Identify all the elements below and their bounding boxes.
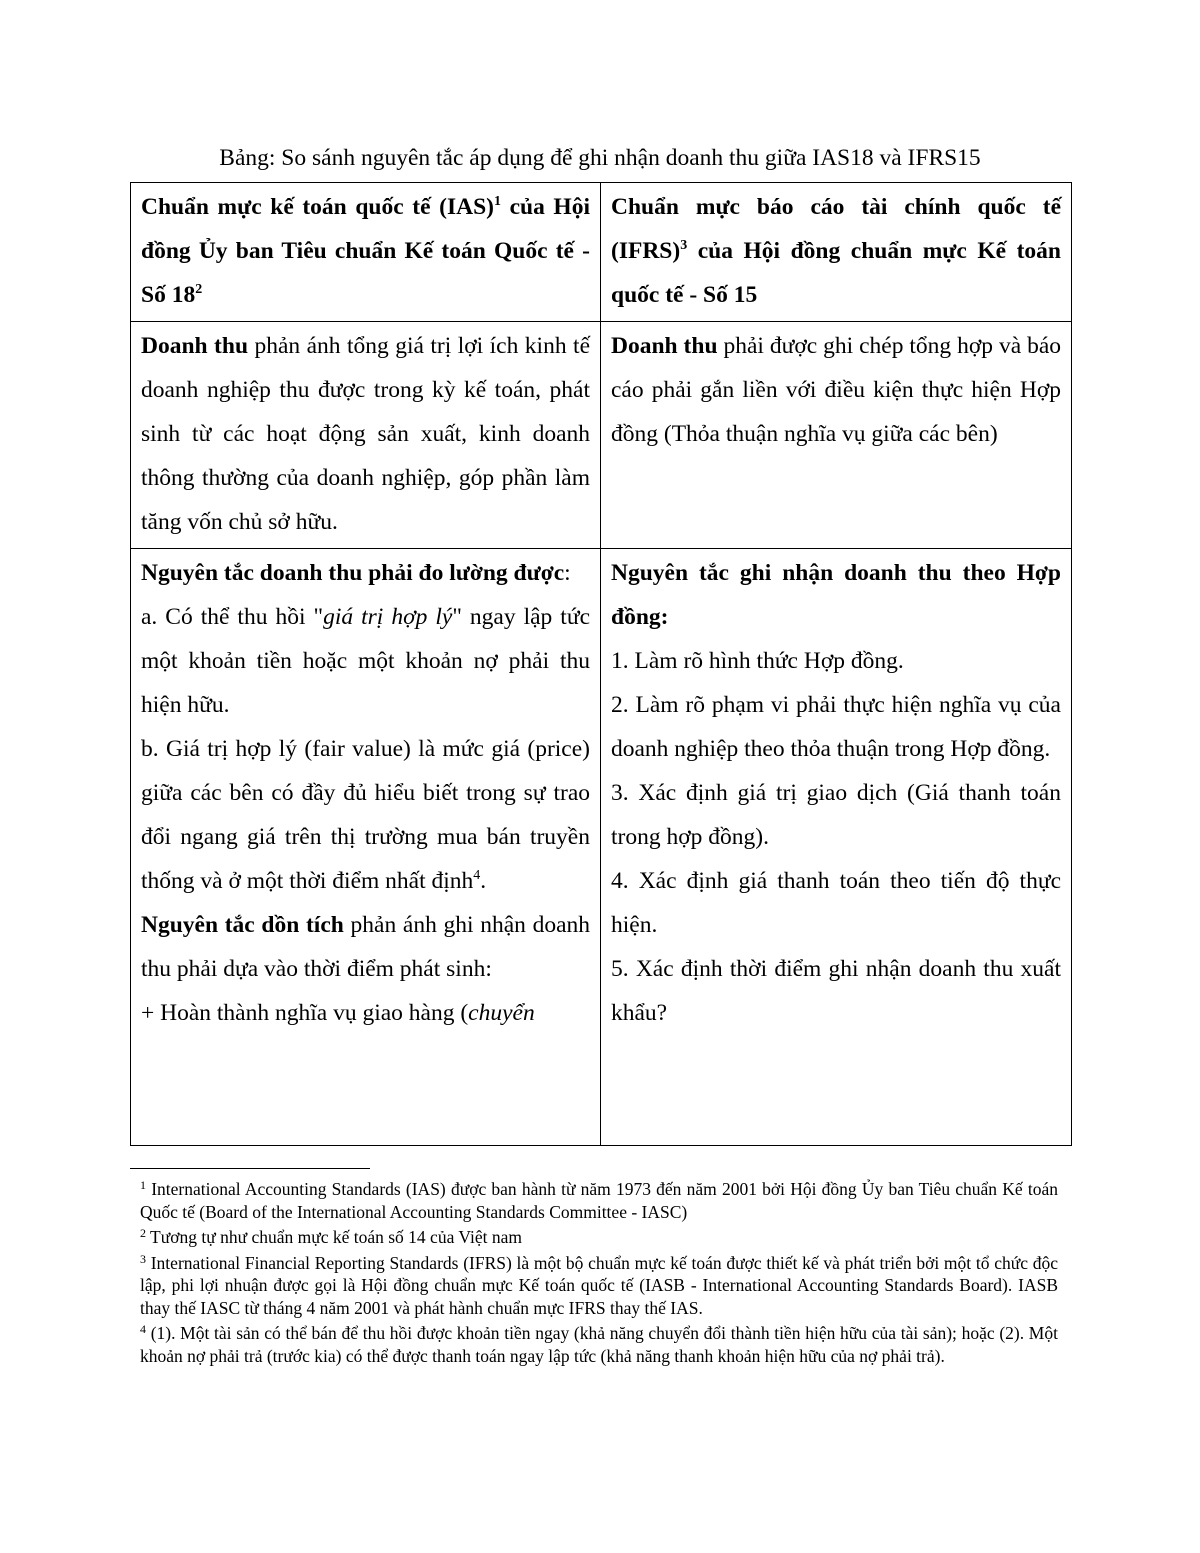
page-title: Bảng: So sánh nguyên tắc áp dụng để ghi nhận doanh thu giữa IAS18 và IFRS15	[219, 145, 981, 171]
contract-step-item: 1. Làm rõ hình thức Hợp đồng.	[611, 648, 904, 674]
contract-step-item: 2. Làm rõ phạm vi phải thực hiện nghĩa vụ của doanh nghiệp theo thỏa thuận trong Hợp đồng.	[611, 692, 1061, 762]
principle-heading-measurable: Nguyên tắc doanh thu phải đo lường được:	[141, 560, 571, 586]
footnote-separator	[130, 1168, 370, 1169]
cell-ifrs15-definition	[601, 322, 1072, 549]
footnotes	[140, 1178, 1058, 1370]
cell-ias18-principles	[131, 549, 601, 1146]
principle-item-delivery: + Hoàn thành nghĩa vụ giao hàng (chuyển	[141, 1000, 535, 1026]
ifrs15-definition-text: phải được ghi chép tổng hợp và báo cáo phải gắn liền với điều kiện thực hiện Hợp đồng (Thỏa thuận nghĩa vụ giữa các bên)	[611, 333, 1061, 447]
principle-heading-contract: Nguyên tắc ghi nhận doanh thu theo Hợp đồng:	[611, 560, 1061, 630]
cell-ifrs15-principles	[601, 549, 1072, 1146]
principle-heading-accrual: Nguyên tắc dồn tích phản ánh ghi nhận doanh thu phải dựa vào thời điểm phát sinh:	[141, 912, 590, 982]
footnote-4: $^4$ (1). Một tài sản có thể bán để thu hồi được khoản tiền ngay (khả năng chuyển đổi thành tiền hiện hữu của tài sản); hoặc (2). Một khoản nợ phải trả (trước kia) có thể được thanh toán ngay lập tức (khả năng thanh khoản hiện hữu của nợ phải trả).	[140, 1322, 1058, 1366]
footnote-3: $^3$ International Financial Reporting Standards (IFRS) là một bộ chuẩn mực kế toán được thiết kế và phát triển bởi một tổ chức độc lập, phi lợi nhuận được gọi là Hội đồng chuẩn mực Kế toán quốc tế (IASB - International Accounting Standards Board). IASB thay thế IASC từ tháng 4 năm 2001 và phát hành chuẩn mực IFRS thay thế IAS.	[140, 1251, 1058, 1318]
contract-step-item: 3. Xác định giá trị giao dịch (Giá thanh toán trong hợp đồng).	[611, 780, 1061, 850]
principle-item-b: b. Giá trị hợp lý (fair value) là mức giá (price) giữa các bên có đầy đủ hiểu biết trong sự trao đổi ngang giá trên thị trường mua bán truyền thống và ở một thời điểm nhất định$^4$.	[141, 736, 590, 894]
footnote-ref-4[interactable]: 4	[473, 868, 481, 883]
header-ias18-text-2: của Hội đồng Ủy ban Tiêu chuẩn Kế toán Quốc tế - Số 18	[141, 194, 590, 308]
contract-step-item: 5. Xác định thời điểm ghi nhận doanh thu xuất khẩu?	[611, 956, 1061, 1026]
footnote-ref-3[interactable]: 3	[680, 238, 688, 253]
footnote-1: $^1$ International Accounting Standards (IAS) được ban hành từ năm 1973 đến năm 2001 bởi Hội đồng Ủy ban Tiêu chuẩn Kế toán Quốc tế (Board of the International Accounting Standards Committee - IASC)	[140, 1178, 1058, 1222]
contract-step-item: 4. Xác định giá thanh toán theo tiến độ thực hiện.	[611, 868, 1061, 938]
cell-ias18-definition	[131, 322, 601, 549]
footnote-ref-2[interactable]: 2	[195, 282, 203, 297]
footnote-2: $^2$ Tương tự như chuẩn mực kế toán số 14 của Việt nam	[140, 1226, 522, 1247]
table-row	[131, 322, 1072, 549]
term-doanh-thu: Doanh thu	[611, 333, 718, 359]
header-ifrs15-text: Chuẩn mực báo cáo tài chính quốc tế (IFRS)	[611, 194, 1061, 264]
comparison-table	[130, 182, 1072, 1146]
footnote-ref-1[interactable]: 1	[493, 194, 501, 209]
term-doanh-thu: Doanh thu	[141, 333, 249, 359]
table-header-row	[131, 183, 1072, 322]
ias18-definition-text: phản ánh tổng giá trị lợi ích kinh tế doanh nghiệp thu được trong kỳ kế toán, phát sinh từ các hoạt động sản xuất, kinh doanh thông thường của doanh nghiệp, góp phần làm tăng vốn chủ sở hữu.	[141, 333, 590, 535]
header-ifrs15-text-2: của Hội đồng chuẩn mực Kế toán quốc tế - Số 15	[611, 238, 1061, 308]
header-cell-ias18	[131, 183, 601, 322]
header-ias18-text: Chuẩn mực kế toán quốc tế (IAS)	[141, 194, 494, 220]
principle-item-a: a. Có thể thu hồi "giá trị hợp lý" ngay lập tức một khoản tiền hoặc một khoản nợ phải thu hiện hữu.	[141, 604, 590, 718]
header-cell-ifrs15	[601, 183, 1072, 322]
table-row	[131, 549, 1072, 1146]
